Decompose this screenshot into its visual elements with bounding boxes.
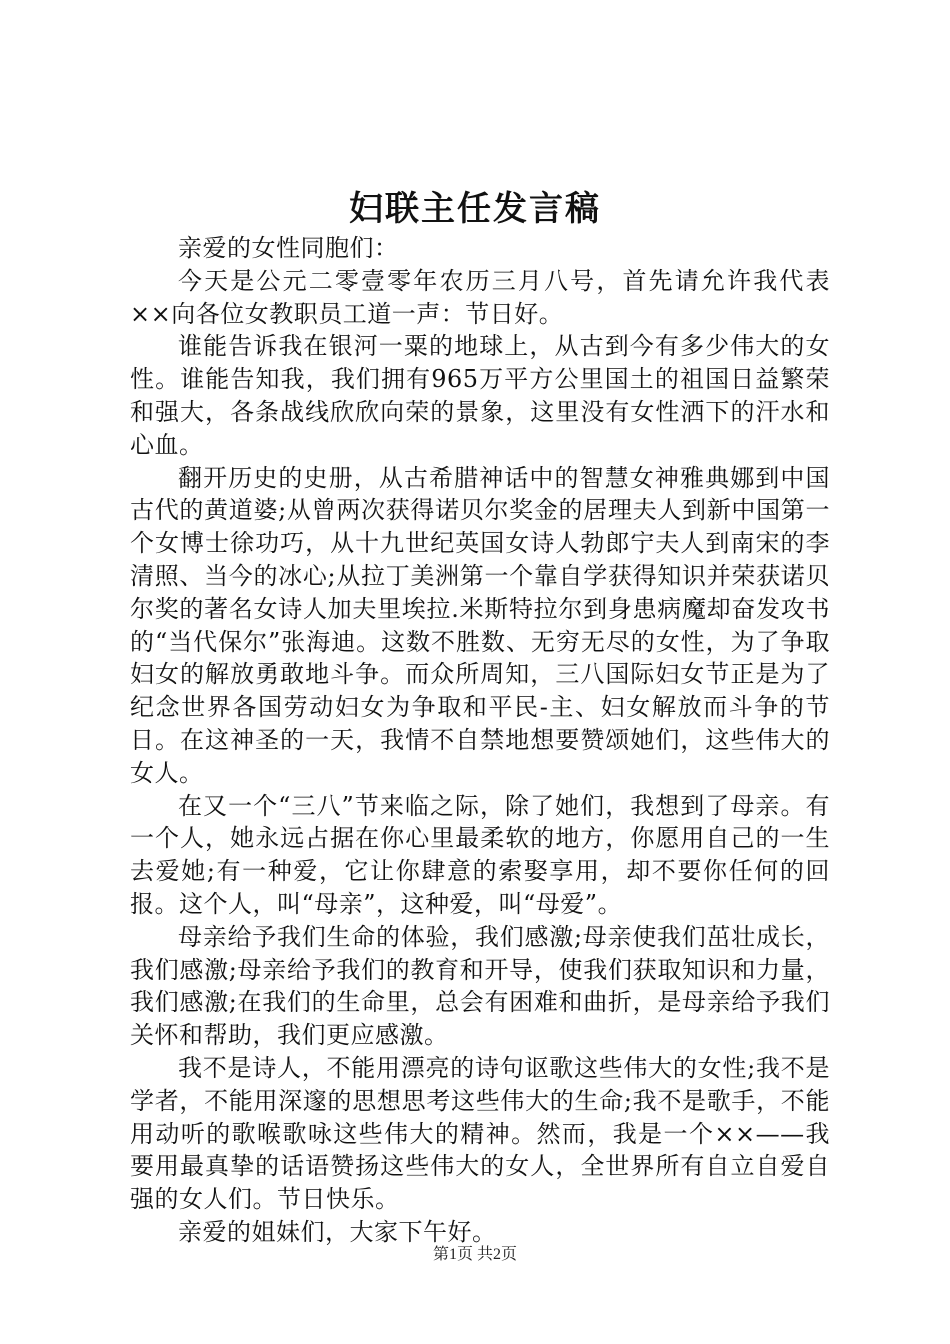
paragraph: 我不是诗人，不能用漂亮的诗句讴歌这些伟大的女性;我不是学者，不能用深邃的思想思考这些伟大的生命;我不是歌手，不能用动听的歌喉歌咏这些伟大的精神。然而，我是一个××——我要用最真挚的话语赞扬这些伟大的女人，全世界所有自立自爱自强的女人们。节日快乐。 (130, 1053, 830, 1214)
page-number-footer: 第1页 共2页 (432, 1246, 517, 1263)
paragraph: 翻开历史的史册，从古希腊神话中的智慧女神雅典娜到中国古代的黄道婆;从曾两次获得诺贝尔奖金的居理夫人到新中国第一个女博士徐功巧，从十九世纪英国女诗人勃郎宁夫人到南宋的李清照、当今的冰心;从拉丁美洲第一个靠自学获得知识并荣获诺贝尔奖的著名女诗人加夫里埃拉.米斯特拉尔到身患病魔却奋发攻书的“当代保尔”张海迪。这数不胜数、无穷无尽的女性，为了争取妇女的解放勇敢地斗争。而众所周知，三八国际妇女节正是为了纪念世界各国劳动妇女为争取和平民-主、妇女解放而斗争的节日。在这神圣的一天，我情不自禁地想要赞颂她们，这些伟大的女人。 (130, 463, 830, 787)
paragraph: 今天是公元二零壹零年农历三月八号，首先请允许我代表××向各位女教职员工道一声：节日好。 (130, 266, 830, 328)
document-body (130, 232, 830, 1249)
paragraph: 在又一个“三八”节来临之际，除了她们，我想到了母亲。有一个人，她永远占据在你心里最柔软的地方，你愿用自己的一生去爱她;有一种爱，它让你肆意的索娶享用，却不要你任何的回报。这个人，叫“母亲”，这种爱，叫“母爱”。 (130, 791, 830, 918)
paragraph-closing: 亲爱的姐妹们，大家下午好。 (178, 1217, 497, 1246)
paragraph: 母亲给予我们生命的体验，我们感激;母亲使我们茁壮成长，我们感激;母亲给予我们的教育和开导，使我们获取知识和力量，我们感激;在我们的生命里，总会有困难和曲折，是母亲给予我们关怀和帮助，我们更应感激。 (130, 922, 830, 1050)
paragraph-greeting: 亲爱的女性同胞们： (178, 234, 399, 262)
document-title: 妇联主任发言稿 (349, 189, 601, 229)
paragraph: 谁能告诉我在银河一粟的地球上，从古到今有多少伟大的女性。谁能告知我，我们拥有965万平方公里国土的祖国日益繁荣和强大，各条战线欣欣向荣的景象，这里没有女性洒下的汗水和心血。 (130, 332, 830, 459)
